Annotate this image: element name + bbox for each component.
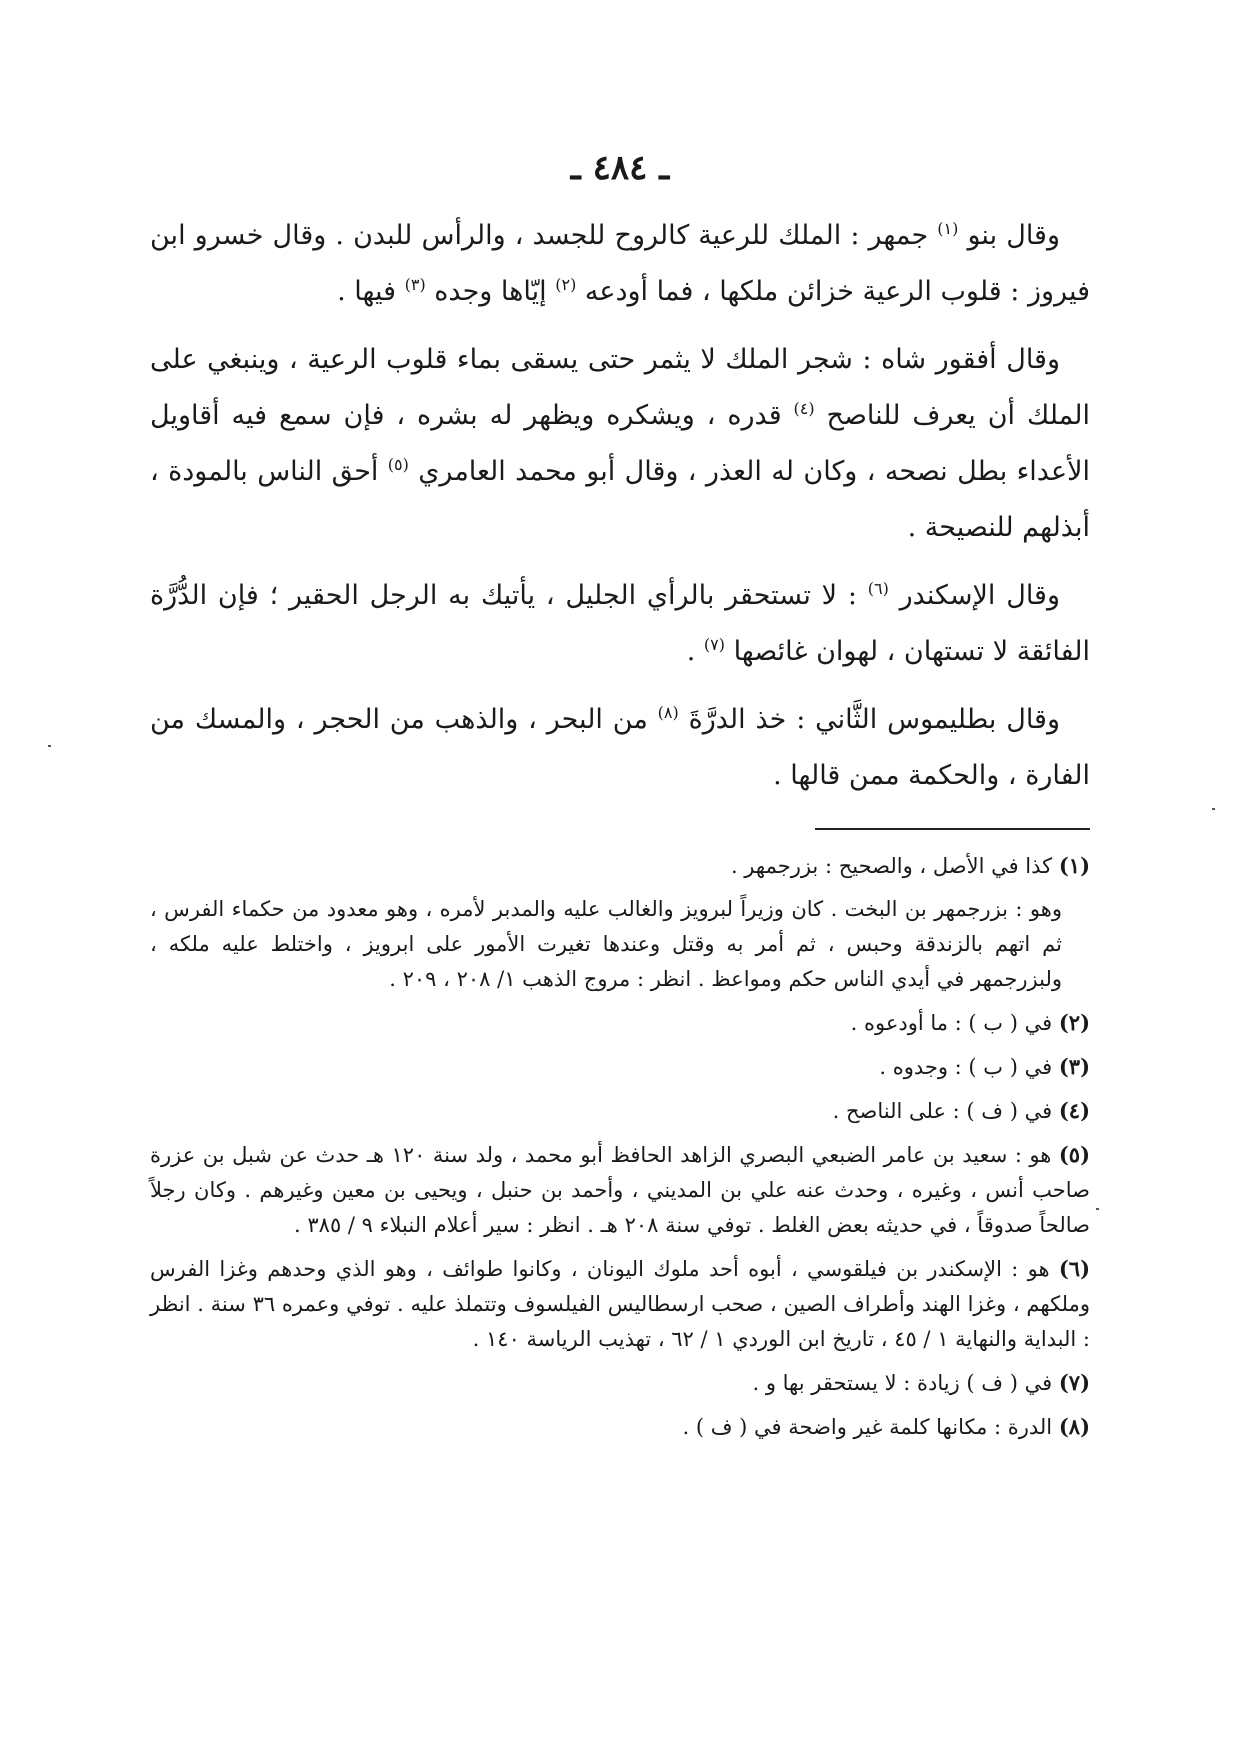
- body-paragraph: [150, 208, 1090, 320]
- footnote-label: (٣): [1058, 1054, 1090, 1079]
- body-paragraph: [150, 332, 1090, 556]
- footnote-text: كذا في الأصل ، والصحيح : بزرجمهر .: [730, 854, 1053, 878]
- footnote-separator: [815, 828, 1090, 830]
- page-number: ـ ٤٨٤ ـ: [570, 148, 670, 188]
- footnote-item: [150, 1409, 1090, 1445]
- footnote-label: (٧): [1058, 1370, 1090, 1395]
- footnote-label: (٤): [1058, 1098, 1090, 1123]
- paragraph-text: وقال بطليموس الثَّاني : خذ الدرَّةَ: [678, 704, 1060, 735]
- body-paragraph: [150, 692, 1090, 804]
- footnote-text: هو : الإسكندر بن فيلقوسي ، أبوه أحد ملوك اليونان ، وكانوا طوائف ، وهو الذي وحدهم وغزا الفرس وملكهم ، وغزا الهند وأطراف الصين ، صحب ارسطاليس الفيلسوف وتتملذ عليه . توفي وعمره ٣٦ سنة . انظر : البداية والنهاية ١ / ٤٥ ، تاريخ ابن الوردي ١ / ٦٢ ، تهذيب الرياسة ١٤٠ .: [150, 1257, 1091, 1351]
- paragraph-text: فيها .: [337, 276, 405, 307]
- footnote-item: [150, 1093, 1090, 1129]
- footnote-text: الدرة : مكانها كلمة غير واضحة في ( ف ) .: [682, 1415, 1053, 1439]
- footnote-item: [150, 1251, 1090, 1357]
- body-paragraph: [150, 568, 1090, 680]
- main-text: [150, 208, 1090, 816]
- footnote-item: [150, 1005, 1090, 1041]
- footnote-label: (١): [1058, 853, 1090, 878]
- footnote-text: هو : سعيد بن عامر الضبعي البصري الزاهد الحافظ أبو محمد ، ولد سنة ١٢٠ هـ حدث عن شبل بن عزرة صاحب أنس ، وغيره ، وحدث عنه علي بن المديني ، وأحمد بن حنبل ، ويحيى بن معين وغيرهم . وكان رجلاً صالحاً صدوقاً ، في حديثه بعض الغلط . توفي سنة ٢٠٨ هـ . انظر : سير أعلام النبلاء ٩ / ٣٨٥ .: [150, 1143, 1090, 1237]
- paragraph-text: وقال أفقور شاه : شجر الملك لا يثمر حتى يسقى بماء قلوب الرعية ، وينبغي على الملك أن يعرف للناصح: [150, 344, 1090, 431]
- paragraph-text: وقال بنو: [958, 220, 1060, 251]
- footnote-reference[interactable]: (٥): [387, 455, 409, 474]
- footnote-label: (٥): [1058, 1142, 1090, 1167]
- footnote-item: [150, 1049, 1090, 1085]
- footnote-label: (٢): [1058, 1010, 1090, 1035]
- paragraph-text: إيّاها وجده: [425, 276, 556, 307]
- footnote-text: في ( ب ) : ما أودعوه .: [850, 1011, 1053, 1035]
- footnote-item: [150, 848, 1090, 884]
- scan-speck: [48, 745, 51, 747]
- footnote-reference[interactable]: (٨): [657, 703, 679, 722]
- paragraph-text: أحق الناس بالمودة ، أبذلهم للنصيحة .: [150, 456, 1090, 543]
- paragraph-text: جمهر : الملك للرعية كالروح للجسد ، والرأس للبدن . وقال خسرو ابن فيروز : قلوب الرعية خزائن ملكها ، فما أودعه: [150, 220, 1090, 307]
- paragraph-text: وقال الإسكندر: [888, 580, 1060, 611]
- footnote-continuation: وهو : بزرجمهر بن البخت . كان وزيراً لبرويز والغالب عليه والمدبر لأمره ، وهو معدود من حكماء الفرس ، ثم اتهم بالزندقة وحبس ، ثم أمر به وقتل وعندها تغيرت الأمور على ابرويز ، واختلط عليه ملكه ، ولبزرجمهر في أيدي الناس حكم ومواعظ . انظر : مروج الذهب ١/ ٢٠٨ ، ٢٠٩ .: [150, 897, 1062, 991]
- footnote-reference[interactable]: (٦): [867, 579, 889, 598]
- paragraph-text: قدره ، ويشكره ويظهر له بشره ، فإن سمع فيه أقاويل الأعداء بطل نصحه ، وكان له العذر ، وقال أبو محمد العامري: [150, 400, 1090, 487]
- footnote-label: (٦): [1058, 1256, 1090, 1281]
- footnote-reference[interactable]: (١): [937, 219, 959, 238]
- footnote-text: في ( ف ) : على الناصح .: [832, 1099, 1053, 1123]
- footnote-text: في ( ب ) : وجدوه .: [879, 1055, 1053, 1079]
- footnote-item: [150, 1137, 1090, 1243]
- scan-speck: [1096, 1208, 1099, 1210]
- paragraph-text: : لا تستحقر بالرأي الجليل ، يأتيك به الرجل الحقير ؛ فإن الدُّرَّة الفائقة لا تستهان ، لهوان غائصها: [150, 580, 1090, 667]
- footnote-item: [150, 1365, 1090, 1401]
- footnote-reference[interactable]: (٤): [793, 399, 815, 418]
- footnote-reference[interactable]: (٧): [703, 635, 725, 654]
- footnotes: [150, 848, 1090, 1453]
- footnote-text: في ( ف ) زيادة : لا يستحقر بها و .: [752, 1371, 1053, 1395]
- footnote-label: (٨): [1058, 1414, 1090, 1439]
- paragraph-text: من البحر ، والذهب من الحجر ، والمسك من الفارة ، والحكمة ممن قالها .: [150, 704, 1090, 791]
- scan-speck: [1212, 808, 1215, 810]
- footnote-reference[interactable]: (٣): [404, 275, 426, 294]
- footnote-reference[interactable]: (٢): [555, 275, 577, 294]
- paragraph-text: .: [686, 636, 704, 667]
